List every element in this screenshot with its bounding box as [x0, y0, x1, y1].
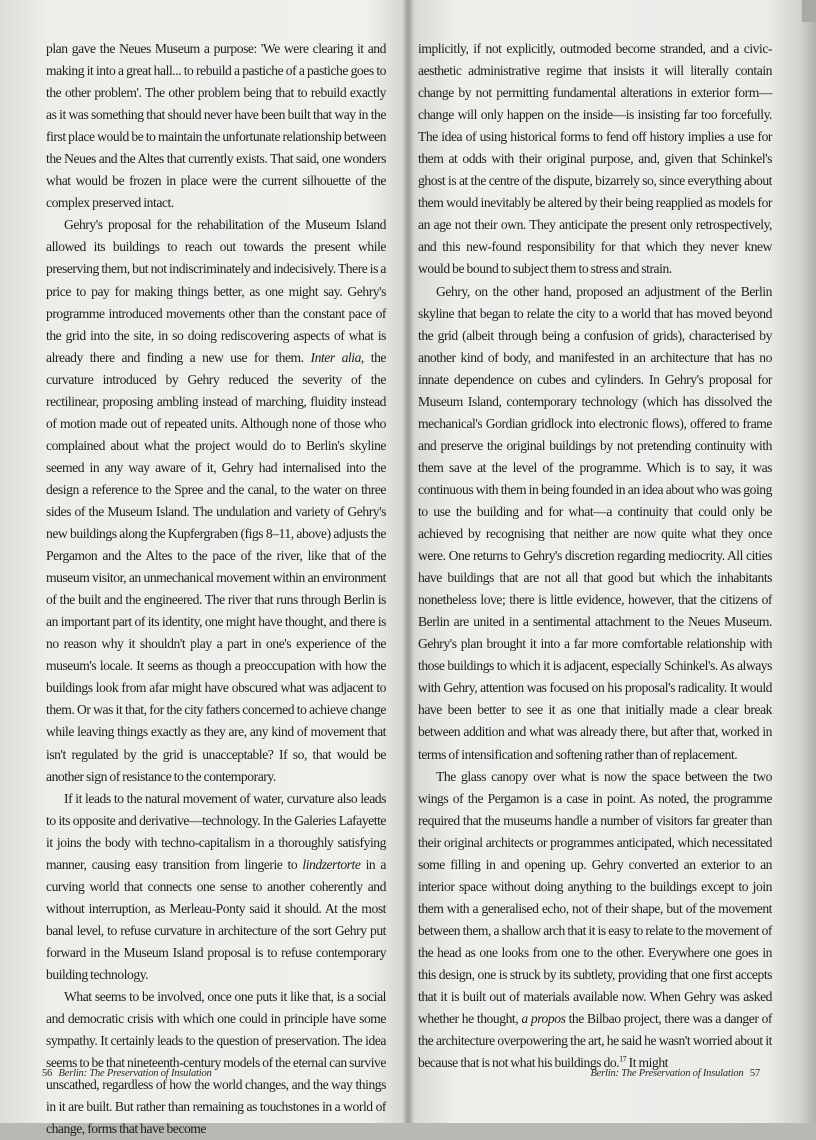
paragraph: implicitly, if not explicitly, outmoded become stranded, and a civic-aesthetic administrative regime that insists it will literally contain change by not permitting fundamental alterations in exterior form—change will only happen on the inside—is insisting far too forcefully. The idea of using historical forms to fend off history implies a use for them at odds with their original purpose, and, given that Schinkel's ghost is at the centre of the dispute, bizarrely so, since everything about them would inevitably be altered by their being reapplied as models for an age not their own. They anticipate the present only retrospectively, and this new-found responsibility for that which they never knew would be bound to subject them to stress and strain. — [418, 41, 772, 277]
paragraph: If it leads to the natural movement of water, curvature also leads to its opposite and derivative—technology. In the Galeries Lafayette it joins the body with techno-capitalism in a thoroughly satisfying manner, causing easy transition from lingerie to lindzertorte in a curving world that connects one sense to another coherently and without interruption, as Merleau-Ponty said it should. At the most banal level, to refuse curvature in architecture of the sort Gehry put forward in the Museum Island proposal is to refuse contemporary building technology. — [46, 790, 386, 982]
italic-phrase: Inter alia — [310, 349, 361, 365]
right-text-column — [418, 38, 772, 1074]
running-title: Berlin: The Preservation of Insulation — [590, 1068, 744, 1079]
paragraph: Gehry's proposal for the rehabilitation of the Museum Island allowed its buildings to reach out towards the present while preserving them, but not indiscriminately and indecisively. There is a price to pay for making things better, as one might say. Gehry's programme introduced movements other than the constant pace of the grid into the site, in so doing rediscovering aspects of what is already there and finding a new use for them. Inter alia, the curvature introduced by Gehry reduced the severity of the rectilinear, proposing ambling instead of marching, fluidity instead of motion made out of repeated units. Although none of those who complained about what the project would do to Berlin's skyline seemed in any way aware of it, Gehry had internalised into the design a reference to the Spree and the canal, to the water on three sides of the Museum Island. The undulation and variety of Gehry's new buildings along the Kupfergraben (figs 8–11, above) adjusts the Pergamon and the Altes to the pace of the river, like that of the museum visitor, an unmechanical movement within an environment of the built and the engineered. The river that runs through Berlin is an important part of its identity, one might have thought, and there is no reason why it shouldn't play a part in one's experience of the museum's locale. It seems as though a preoccupation with how the buildings look from afar might have obscured what was adjacent to them. Or was it that, for the city fathers concerned to achieve change while leaving things exactly as they are, any kind of movement that isn't regulated by the grid is unacceptable? If so, that would be another sign of resistance to the contemporary. — [46, 217, 387, 784]
page-number: 56 — [42, 1068, 53, 1079]
paragraph: What seems to be involved, once one puts it like that, is a social and democratic crisis with which one could in principle have some sympathy. It certainly leads to the question of preservation. The idea seems to be that nineteenth-century models of the eternal can survive unscathed, regardless of how the world changes, and the way things in it are built. But rather than remaining as touchstones in a world of change, forms that have become — [46, 989, 386, 1137]
right-page — [408, 0, 816, 1123]
left-page — [0, 0, 408, 1137]
left-text-column — [46, 38, 386, 1140]
footnote-marker: 17 — [619, 1054, 627, 1064]
paragraph: Gehry, on the other hand, proposed an adjustment of the Berlin skyline that began to relate the city to a world that has moved beyond the grid (albeit through being a confusion of grids), characterised by another kind of body, and manifested in an architecture that has no innate dependence on cubes and cylinders. In Gehry's proposal for Museum Island, contemporary technology (which has dissolved the mechanical's Gordian gridlock into electronic flows), offered to frame and preserve the original buildings by not pretending continuity with them save at the level of the programme. Which is to say, it was continuous with them in being founded in an idea about who was going to use the building and for what—a continuity that could only be achieved by recognising that neither are now quite what they once were. One returns to Gehry's discretion regarding mediocrity. All cities have buildings that are not all that good but which the inhabitants nonetheless love; there is little evidence, however, that the citizens of Berlin are united in a sentimental attachment to the Neues Museum. Gehry's plan brought it into a far more comfortable relationship with those buildings to which it is adjacent, especially Schinkel's. As always with Gehry, attention was focused on his proposal's radicality. It would have been better to see it as one that initially made a clear break between addition and what was already there, but after that, worked in terms of intensification and softening rather than of replacement. — [418, 283, 772, 762]
left-page-footer — [38, 1068, 212, 1079]
paragraph: plan gave the Neues Museum a purpose: 'We were clearing it and making it into a great hall... to rebuild a pastiche of a pastiche goes to the other problem'. The other problem being that to rebuild exactly as it was something that should never have been built that way in the first place would be to maintain the unfortunate relationship between the Neues and the Altes that currently exists. That said, one wonders what would be frozen in place were the current silhouette of the complex preserved intact. — [46, 41, 386, 211]
paragraph: The glass canopy over what is now the space between the two wings of the Pergamon is a case in point. As noted, the programme required that the museums handle a number of visitors far greater than their original architects or programmes anticipated, which necessitated some filling in and opening up. Gehry converted an exterior to an interior space without doing anything to the buildings except to join them with a generalised echo, not of their shape, but of the movement between them, a shallow arch that it is easy to relate to the movement of the head as one looks from one to the other. Everywhere one goes in this design, one is struck by its subtlety, providing that one first accepts that it is built out of materials available now. When Gehry was asked whether he thought, a propos the Bilbao project, there was a danger of the architecture overpowering the art, he said he wasn't worried about it because that is not what his buildings do.$^{17}$ It might — [418, 768, 773, 1071]
page-number: 57 — [749, 1068, 760, 1079]
italic-phrase: a propos — [521, 1011, 566, 1027]
right-page-footer — [590, 1068, 764, 1079]
running-title: Berlin: The Preservation of Insulation — [58, 1068, 212, 1079]
page-edge-shadow — [802, 0, 816, 22]
italic-phrase: lindzertorte — [302, 856, 361, 872]
